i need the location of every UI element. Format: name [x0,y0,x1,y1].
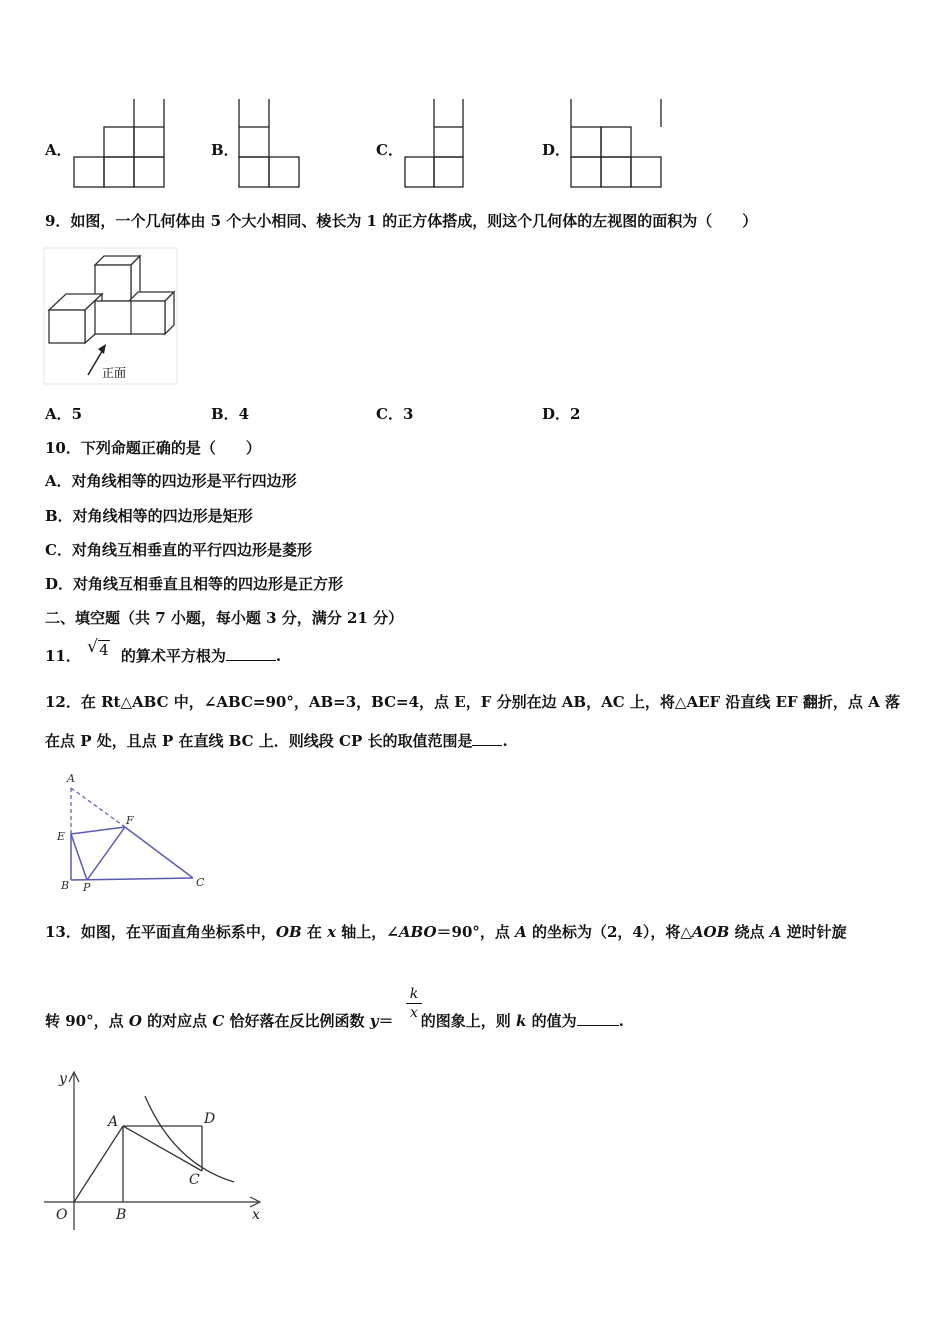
q13-o: O [128,1012,142,1030]
q13-text-8: 转 90°，点 [45,1012,129,1030]
q13-fraction-denominator: x [410,1005,418,1021]
q12-label-p: P [83,881,91,894]
q13-text-4: ＝90°，点 [436,923,516,941]
q10-option-c: C．对角线互相垂直的平行四边形是菱形 [45,541,312,559]
q8-option-a-figure [74,99,174,191]
q8-option-c-figure [405,99,475,191]
q8-option-d-figure [571,99,671,191]
section-2-title: 二、填空题（共 7 小题，每小题 3 分，满分 21 分） [45,609,404,627]
q11-answer-blank[interactable] [226,646,276,661]
sqrt-radicand: 4 [99,641,109,659]
q12-line2-text: 在点 P 处，且点 P 在直线 BC 上．则线段 CP 长的取值范围是 [45,732,473,750]
q9-stem: 9．如图，一个几何体由 5 个大小相同、棱长为 1 的正方体搭成，则这个几何体的左视图的面积为（ ） [45,212,758,230]
q13-text-10: 恰好落在反比例函数 [224,1012,370,1030]
q13-label-d: D [204,1111,216,1127]
q12-label-c: C [196,876,205,889]
q9-front-label: 正面 [102,366,127,380]
q13-y: y [369,1012,379,1030]
q13-text-12: 的值为 [526,1012,577,1030]
q13-eq: ＝ [378,1012,394,1030]
q8-option-d-label: D． [542,141,571,159]
q13-text-2: 在 [301,923,328,941]
q13-text-1: 13．如图，在平面直角坐标系中， [45,923,276,941]
q13-x: x [327,923,337,941]
q11-number: 11． [45,647,81,665]
q12-triangle-figure [55,772,215,892]
q13-text-3: 轴上，∠ [336,923,399,941]
q8-option-b-figure [239,99,309,191]
q10-option-b: B．对角线相等的四边形是矩形 [45,507,253,525]
q13-abo: ABO [398,923,437,941]
q10-stem: 10．下列命题正确的是（ ） [45,439,261,457]
q12-label-b: B [61,879,70,892]
q13-aob: AOB [691,923,730,941]
q8-option-b-label: B． [211,141,239,159]
q13-label-x: x [252,1207,260,1223]
q11-line [45,637,282,665]
q13-ob: OB [275,923,302,941]
q9-cube-figure [44,248,179,388]
q13-coordinate-figure [44,1068,274,1233]
q12-answer-blank[interactable] [472,731,502,746]
q13-a: A [515,923,527,941]
q12-label-a: A [67,772,75,785]
q13-text-11: 的图象上，则 [415,1012,516,1030]
q10-option-a: A．对角线相等的四边形是平行四边形 [45,472,297,490]
q13-line2 [45,1011,624,1030]
q13-fraction-numerator: k [406,985,422,1004]
q13-answer-blank[interactable] [577,1011,619,1026]
q12-end: . [502,732,508,750]
q8-option-a-label: A． [45,141,72,159]
sqrt-expression [87,637,110,665]
q13-line1 [45,923,847,941]
q11-end: . [275,647,282,665]
q10-option-d: D．对角线互相垂直且相等的四边形是正方形 [45,575,344,593]
sqrt-sign: √ [87,637,98,657]
q13-text-9: 的对应点 [141,1012,213,1030]
q13-label-c: C [189,1172,200,1188]
q13-text-6: 绕点 [729,923,770,941]
q8-option-c-label: C． [376,141,403,159]
q12-label-e: E [57,830,66,843]
q13-a2: A [769,923,782,941]
q13-c: C [212,1012,225,1030]
q9-option-d: D．2 [542,405,581,423]
q9-option-a: A．5 [45,405,83,423]
q13-label-y: y [59,1071,67,1087]
q13-k: k [515,1012,527,1030]
q13-end: . [618,1012,624,1030]
q13-label-a: A [108,1114,119,1130]
q9-option-c: C．3 [376,405,414,423]
q12-line2 [45,731,508,750]
q13-label-b: B [116,1207,127,1223]
q11-text: 的算术平方根为 [120,647,226,665]
q12-label-f: F [126,814,134,827]
q9-option-b: B．4 [211,405,250,423]
q13-text-7: 逆时针旋 [781,923,847,941]
q13-text-5: 的坐标为（2，4），将△ [526,923,692,941]
q12-line1: 12．在 Rt△ABC 中，∠ABC=90°，AB=3，BC=4，点 E，F 分别在边 AB，AC 上，将△AEF 沿直线 EF 翻折，点 A 落 [45,693,901,711]
q13-label-o: O [56,1207,68,1223]
